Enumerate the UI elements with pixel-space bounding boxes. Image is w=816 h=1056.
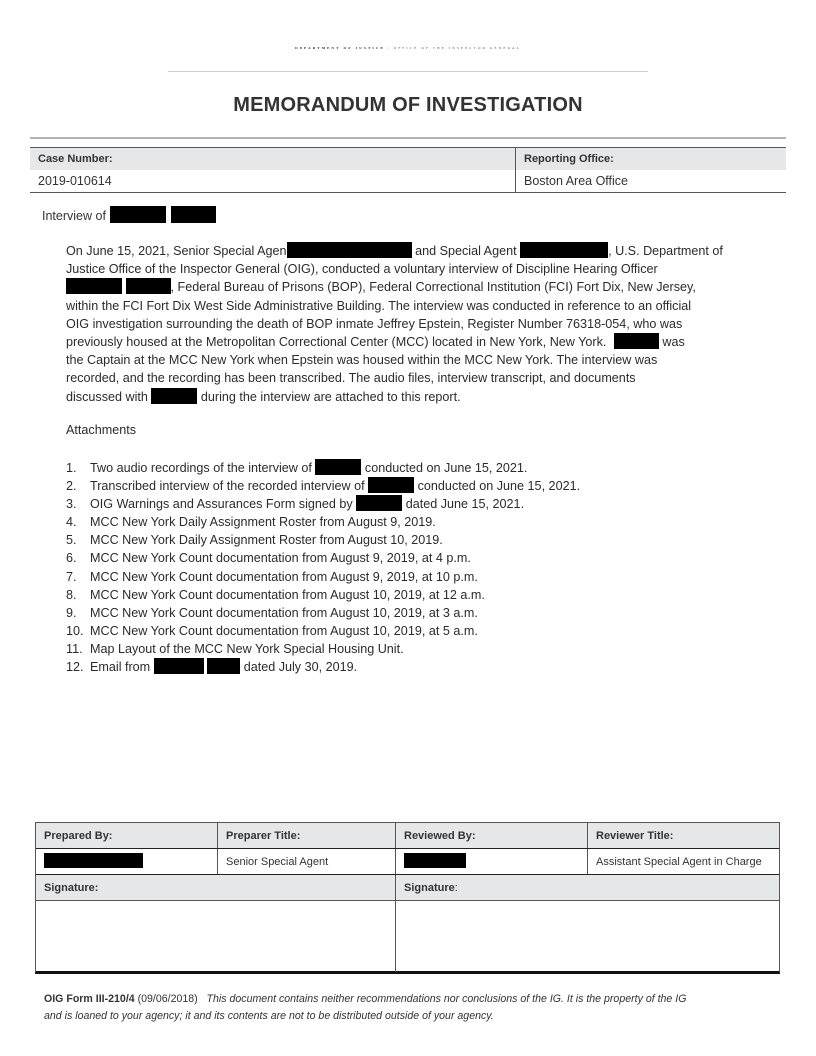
redaction-block [171, 206, 216, 223]
disclaimer-text: This document contains neither recommendations nor conclusions of the IG. It is the property of the IG [206, 993, 687, 1005]
item-number: 1. [66, 461, 77, 475]
attachments-list [66, 459, 766, 676]
sign-table-header-row [36, 823, 779, 849]
item-text: MCC New York Daily Assignment Roster from August 10, 2019. [90, 533, 443, 548]
redaction-block [520, 242, 608, 258]
form-footer [44, 991, 779, 1025]
item-text: Two audio recordings of the interview of [90, 461, 312, 475]
preparer-signature-box [36, 901, 396, 972]
body-text: , Federal Bureau of Prisons (BOP), Federal Correctional Institution (FCI) Fort Dix, New Jersey, [170, 280, 696, 295]
reviewer-signature-label [396, 875, 779, 900]
body-text: recorded, and the recording has been transcribed. The audio files, interview transcript, and documents [66, 371, 636, 386]
item-number: 9. [66, 605, 77, 620]
item-text: MCC New York Count documentation from August 10, 2019, at 3 a.m. [90, 605, 478, 620]
attachments-heading: Attachments [66, 423, 136, 437]
preparer-title-label: Preparer Title: [218, 823, 396, 848]
form-id: OIG Form III-210/4 [44, 993, 135, 1005]
header-divider [168, 71, 648, 72]
attachment-item [66, 459, 766, 477]
item-number: 8. [66, 587, 77, 602]
reviewed-by-value [396, 849, 588, 874]
item-text: MCC New York Count documentation from August 9, 2019, at 10 p.m. [90, 569, 478, 584]
redaction-block [356, 495, 402, 511]
body-text: was [662, 334, 685, 349]
signature-row [36, 901, 779, 972]
item-text: OIG Warnings and Assurances Form signed by [90, 497, 353, 512]
redaction-block [207, 658, 240, 674]
case-table-value-row [30, 170, 786, 192]
interview-subject-line [42, 206, 216, 223]
body-line [66, 260, 766, 278]
body-text: previously housed at the Metropolitan Correctional Center (MCC) located in New York, New York. [66, 334, 607, 349]
reviewer-title-label: Reviewer Title: [596, 830, 674, 842]
signature-colon: : [454, 882, 458, 894]
case-number-label: Case Number: [30, 148, 516, 170]
body-line [66, 315, 766, 333]
item-text: dated June 15, 2021. [405, 497, 525, 512]
attachment-item [66, 604, 766, 622]
body-line [66, 369, 766, 387]
signature-table [35, 822, 780, 974]
item-number: 7. [66, 569, 77, 584]
form-date: (09/06/2018) [137, 993, 198, 1005]
body-line [66, 333, 766, 351]
item-text: conducted on June 15, 2021. [417, 479, 581, 494]
redaction-block [110, 206, 166, 223]
body-line [66, 278, 766, 296]
office-name: OFFICE OF THE INSPECTOR GENERAL [393, 46, 521, 50]
body-line [66, 351, 766, 369]
case-number-value: 2019-010614 [30, 170, 516, 192]
body-paragraph [66, 242, 766, 406]
item-number: 3. [66, 497, 77, 512]
body-text: OIG investigation surrounding the death of BOP inmate Jeffrey Epstein, Register Number 76318-054, who was [66, 316, 683, 331]
attachment-item [66, 477, 766, 495]
reviewer-signature-box [396, 901, 779, 972]
attachment-item [66, 658, 766, 676]
footer-line [44, 991, 779, 1008]
sign-table-value-row [36, 849, 779, 875]
item-number: 2. [66, 479, 77, 494]
body-text: the Captain at the MCC New York when Epstein was housed within the MCC New York. The interview was [66, 353, 658, 368]
item-number: 11. [66, 641, 83, 656]
item-text: Map Layout of the MCC New York Special Housing Unit. [90, 641, 404, 656]
redaction-block [44, 853, 143, 868]
document-title: MEMORANDUM OF INVESTIGATION [233, 94, 583, 116]
title-divider [30, 137, 786, 139]
body-line [66, 388, 766, 406]
body-text: within the FCI Fort Dix West Side Administrative Building. The interview was conducted in reference to an official [66, 298, 692, 313]
item-text: MCC New York Count documentation from August 10, 2019, at 12 a.m. [90, 587, 485, 602]
department-name: DEPARTMENT OF JUSTICE [295, 46, 385, 50]
reviewed-by-label: Reviewed By: [396, 823, 588, 848]
attachment-item [66, 549, 766, 567]
redaction-block [368, 477, 414, 493]
body-text: Justice Office of the Inspector General (OIG), conducted a voluntary interview of Discipline Hearing Officer [66, 262, 658, 277]
body-text: during the interview are attached to this report. [200, 389, 461, 404]
redaction-block [614, 333, 659, 349]
prepared-by-label: Prepared By: [36, 823, 218, 848]
disclaimer-text: and is loaned to your agency; it and its contents are not to be distributed outside of your agency. [44, 1010, 494, 1022]
item-text: MCC New York Daily Assignment Roster from August 9, 2019. [90, 515, 436, 530]
item-number: 5. [66, 533, 77, 548]
attachment-item [66, 495, 766, 513]
signature-header-row [36, 875, 779, 901]
body-line [66, 297, 766, 315]
item-text: Transcribed interview of the recorded interview of [90, 479, 365, 494]
attachment-item [66, 531, 766, 549]
item-text: MCC New York Count documentation from August 9, 2019, at 4 p.m. [90, 551, 471, 566]
attachment-item [66, 586, 766, 604]
body-text: and Special Agent [415, 244, 517, 258]
item-text: dated July 30, 2019. [243, 660, 358, 675]
case-info-table [30, 147, 786, 193]
attachment-item [66, 568, 766, 586]
redaction-block [315, 459, 361, 475]
item-text: MCC New York Count documentation from August 10, 2019, at 5 a.m. [90, 623, 478, 638]
reviewer-title-value: Assistant Special Agent in Charge [596, 856, 762, 868]
redaction-block [154, 658, 204, 674]
agency-header [0, 46, 816, 50]
signature-label-text: Signature [404, 882, 455, 894]
case-table-header-row [30, 148, 786, 170]
redaction-block [66, 278, 122, 294]
reporting-office-value: Boston Area Office [524, 174, 628, 188]
interview-prefix: Interview of [42, 209, 106, 223]
body-text: discussed with [66, 389, 148, 404]
body-text: , U.S. Department of [608, 244, 723, 258]
header-separator: | [387, 46, 391, 50]
item-number: 4. [66, 515, 77, 530]
redaction-block [404, 853, 466, 868]
body-text: On June 15, 2021, Senior Special Agen [66, 244, 287, 258]
attachment-item [66, 513, 766, 531]
redaction-block [287, 242, 412, 258]
prepared-by-value [36, 849, 218, 874]
item-number: 12. [66, 660, 84, 675]
preparer-title-value: Senior Special Agent [218, 849, 396, 874]
redaction-block [126, 278, 171, 294]
attachment-item [66, 640, 766, 658]
attachment-item [66, 622, 766, 640]
item-text: conducted on June 15, 2021. [364, 461, 528, 475]
item-text: Email from [90, 660, 151, 675]
item-number: 6. [66, 551, 77, 566]
reporting-office-label: Reporting Office: [524, 153, 614, 165]
body-line [66, 242, 766, 260]
redaction-block [151, 388, 197, 404]
preparer-signature-label: Signature: [36, 875, 396, 900]
item-number: 10. [66, 623, 84, 638]
